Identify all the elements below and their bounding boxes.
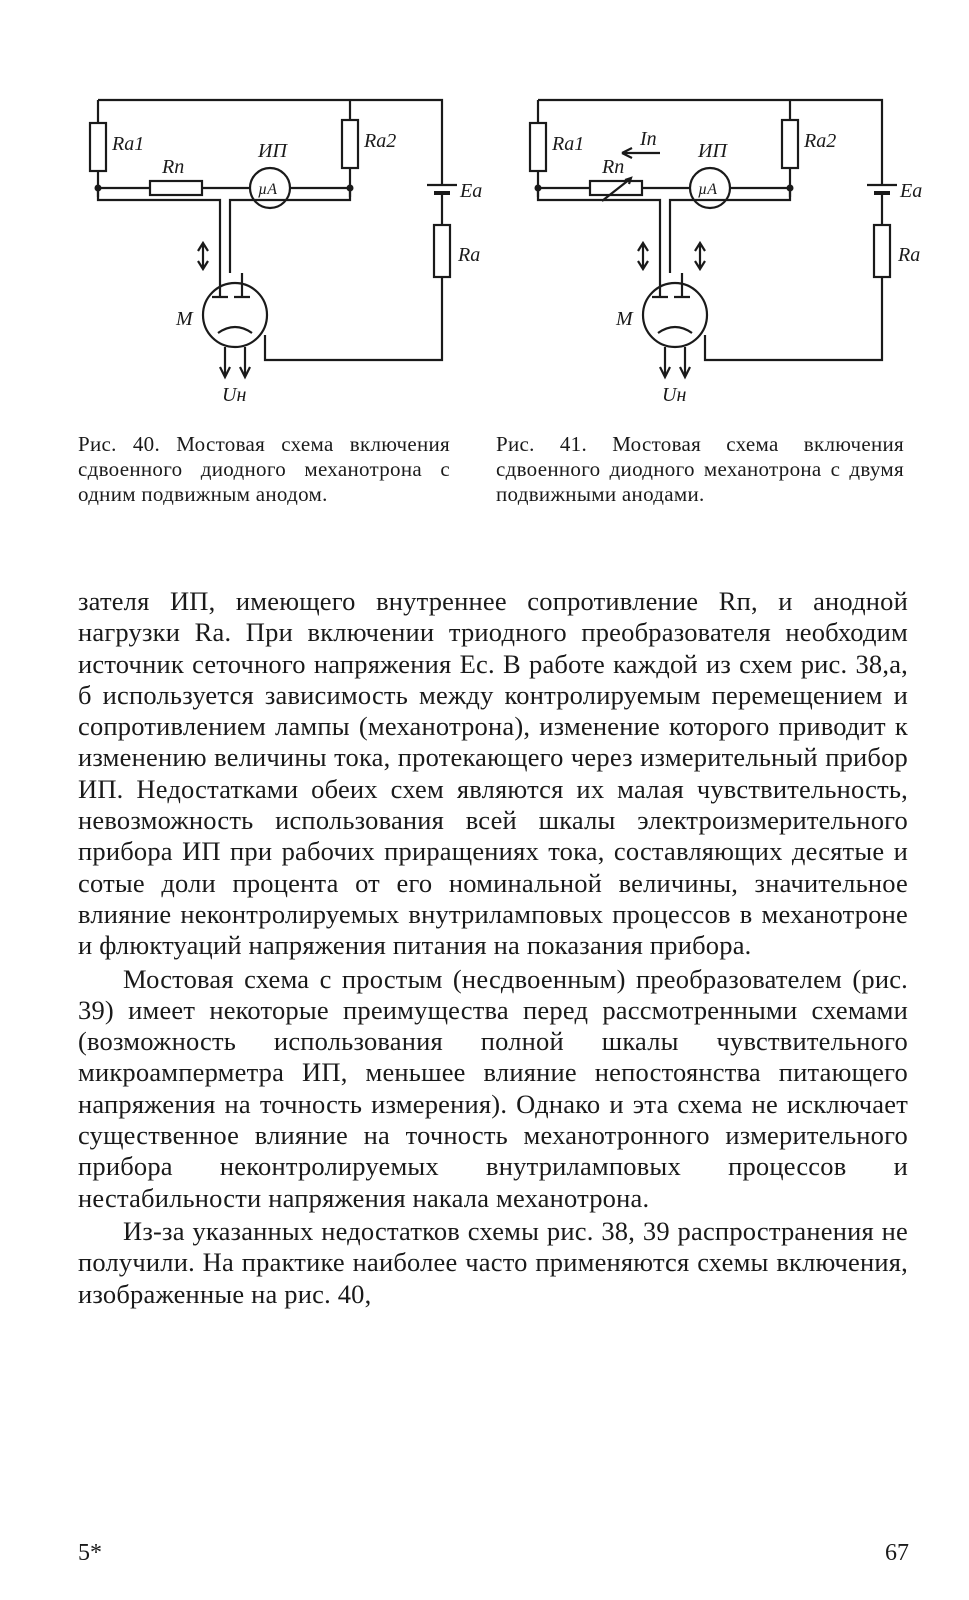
figure-41-caption: Рис. 41. Мостовая схема включения сдвоенного диодного механотрона с двумя подвижными анодами. bbox=[496, 432, 904, 506]
label-uh: Uн bbox=[662, 384, 687, 406]
figure-40-caption: Рис. 40. Мостовая схема включения сдвоенного диодного механотрона с одним подвижным анодом. bbox=[78, 432, 450, 506]
label-uh: Uн bbox=[222, 384, 247, 406]
circuit-diagram-41 bbox=[510, 85, 930, 420]
page-number: 67 bbox=[885, 1540, 909, 1566]
paragraph-1: зателя ИП, имеющего внутреннее сопротивление Rп, и анодной нагрузки Ra. При включении триодного преобразователя необходим источник сеточного напряжения Ec. В работе каждой из схем рис. 38,а, б используется зависимость между контролируемым перемещением и сопротивлением лампы (механотрона), изменение которого приводит к изменению величины тока, протекающего через измерительный прибор ИП. Недостатками обеих схем являются их малая чувствительность, невозможность использования всей шкалы электроизмерительного прибора ИП при рабочих приращениях тока, составляющих десятые и сотые доли процента от его номинальной величины, значительное влияние неконтролируемых внутриламповых процессов в механотроне и флюктуаций напряжения питания на показания прибора. bbox=[78, 586, 908, 961]
label-ra1: Ra1 bbox=[112, 133, 145, 155]
label-ip-current: Iп bbox=[640, 128, 657, 150]
label-ea: Ea bbox=[460, 180, 483, 202]
label-meter-ip: ИП bbox=[258, 140, 287, 162]
label-rp: Rп bbox=[602, 156, 625, 178]
label-meter-ua: µA bbox=[698, 181, 717, 198]
label-m: M bbox=[616, 308, 633, 330]
paragraph-2: Мостовая схема с простым (несдвоенным) преобразователем (рис. 39) имеет некоторые преимущества перед рассмотренными схемами (возможность использования полной шкалы чувствительного микроамперметра ИП, меньшее влияние непостоянства питающего напряжения на точность измерения). Однако и эта схема не исключает существенное влияние на точность механотронного измерительного прибора неконтролируемых внутриламповых процессов и нестабильности напряжения накала механотрона. bbox=[78, 963, 908, 1213]
label-ra2: Ra2 bbox=[804, 130, 837, 152]
label-ra2: Ra2 bbox=[364, 130, 397, 152]
figure-41 bbox=[510, 85, 930, 420]
label-ra1: Ra1 bbox=[552, 133, 585, 155]
label-meter-ip: ИП bbox=[698, 140, 727, 162]
signature-mark: 5* bbox=[78, 1540, 102, 1566]
label-rp: Rп bbox=[162, 156, 185, 178]
circuit-diagram-40 bbox=[70, 85, 490, 420]
label-meter-ua: µA bbox=[258, 181, 277, 198]
label-ea: Ea bbox=[900, 180, 923, 202]
label-m: M bbox=[176, 308, 193, 330]
paragraph-3: Из-за указанных недостатков схемы рис. 38, 39 распространения не получили. На практике наиболее часто применяются схемы включения, изображенные на рис. 40, bbox=[78, 1215, 908, 1309]
label-ra: Ra bbox=[458, 244, 481, 266]
label-ra: Ra bbox=[898, 244, 921, 266]
figure-40 bbox=[70, 85, 490, 420]
body-text bbox=[78, 586, 908, 1310]
